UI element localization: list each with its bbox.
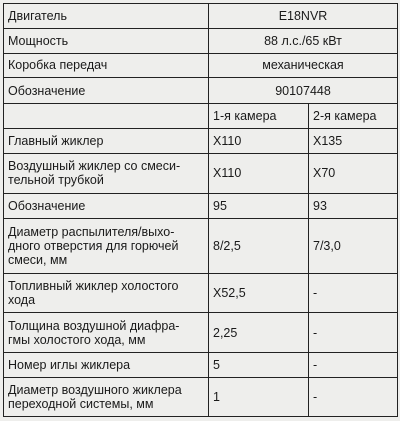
table-row-designation	[4, 78, 398, 104]
engine-value: E18NVR	[209, 4, 398, 29]
row-value-first: X110	[209, 153, 309, 193]
row-label: Топливный жиклер холостого хода	[4, 273, 209, 313]
gearbox-label: Коробка передач	[4, 53, 209, 78]
carburetor-spec-table	[3, 3, 398, 417]
chambers-empty-cell	[4, 104, 209, 129]
row-value-first: 8/2,5	[209, 218, 309, 273]
row-label: Номер иглы жиклера	[4, 353, 209, 378]
row-label: Диаметр воздушного жиклера переходной системы, мм	[4, 378, 209, 417]
table-row	[4, 313, 398, 353]
row-value-first: X110	[209, 129, 309, 154]
designation-label: Обозначение	[4, 78, 209, 104]
row-value-second: 7/3,0	[309, 218, 398, 273]
row-value-first: 1	[209, 378, 309, 417]
row-value-second: 93	[309, 193, 398, 218]
row-value-second: X135	[309, 129, 398, 154]
table-row-chambers	[4, 104, 398, 129]
row-label: Толщина воздушной диафра- гмы холостого хода, мм	[4, 313, 209, 353]
table-row	[4, 353, 398, 378]
table-row	[4, 378, 398, 417]
row-label: Главный жиклер	[4, 129, 209, 154]
power-value: 88 л.с./65 кВт	[209, 28, 398, 53]
row-label: Обозначение	[4, 193, 209, 218]
chamber-first-header: 1-я камера	[209, 104, 309, 129]
row-label: Воздушный жиклер со смеси- тельной трубкой	[4, 153, 209, 193]
row-value-first: X52,5	[209, 273, 309, 313]
table-row-engine	[4, 4, 398, 29]
row-value-second: -	[309, 273, 398, 313]
row-value-first: 2,25	[209, 313, 309, 353]
row-value-first: 5	[209, 353, 309, 378]
table-row-power	[4, 28, 398, 53]
gearbox-value: механическая	[209, 53, 398, 78]
row-value-first: 95	[209, 193, 309, 218]
row-value-second: -	[309, 313, 398, 353]
row-label: Диаметр распылителя/выхо- дного отверстия для горючей смеси, мм	[4, 218, 209, 273]
table-row	[4, 129, 398, 154]
table-row-gearbox	[4, 53, 398, 78]
chamber-second-header: 2-я камера	[309, 104, 398, 129]
row-value-second: X70	[309, 153, 398, 193]
engine-label: Двигатель	[4, 4, 209, 29]
table-row	[4, 218, 398, 273]
designation-value: 90107448	[209, 78, 398, 104]
table-row	[4, 273, 398, 313]
power-label: Мощность	[4, 28, 209, 53]
row-value-second: -	[309, 378, 398, 417]
table-row	[4, 153, 398, 193]
row-value-second: -	[309, 353, 398, 378]
table-row	[4, 193, 398, 218]
